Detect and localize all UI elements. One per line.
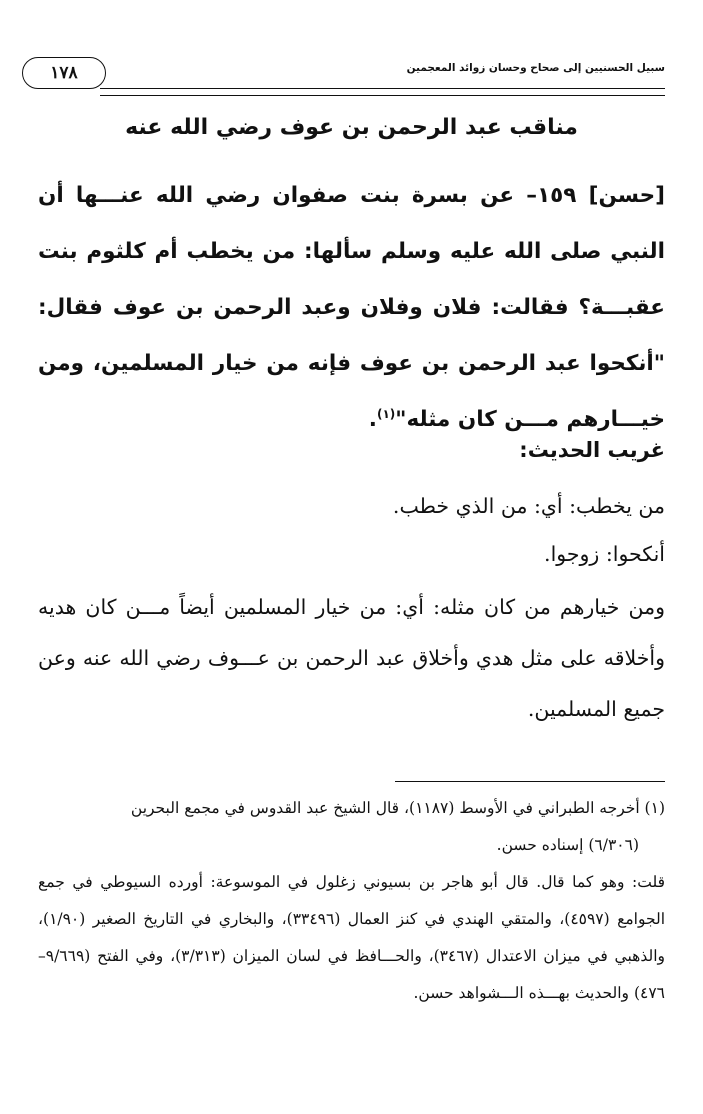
running-head: سبيل الحسنيين إلى صحاح وحسان زوائد المعجمين: [406, 62, 665, 74]
gharib-paragraph: ومن خيارهم من كان مثله: أي: من خيار المسلمين أيضاً مـــن كان هديه وأخلاقه على مثل هدي وأخلاق عبد الرحمن بن عـــوف رضي الله عنه وعن جميع المسلمين.: [38, 595, 665, 721]
page-number-text: ١٧٨: [50, 63, 78, 83]
page-number: [22, 57, 106, 89]
hadith-end-punct: .: [368, 407, 377, 432]
header-rule-top: [100, 88, 665, 89]
footnote-note: قلت: وهو كما قال. قال أبو هاجر بن بسيوني زغلول في الموسوعة: أورده السيوطي في جمع الجوامع (٤٥٩٧)، والمتقي الهندي في كنز العمال (٣٣٤٩٦)، والبخاري في التاريخ الصغير (١/٩٠)، والذهبي في ميزان الاعتدال (٣٤٦٧)، والحـــافظ في لسان الميزان (٣/٣١٣)، وفي الفتح (٩/٦٦٩–٤٧٦) والحديث بهـــذه الـــشواهد حسن.: [38, 873, 665, 1002]
footnote-1-line-1: (١) أخرجه الطبراني في الأوسط (١١٨٧)، قال الشيخ عبد القدوس في مجمع البحرين: [130, 799, 665, 817]
gharib-line-ankihu: أنكحوا: زوجوا.: [544, 542, 665, 566]
header-rule-bottom: [100, 95, 665, 96]
footnote-reference[interactable]: (١): [376, 406, 396, 421]
hadith-body: [38, 168, 665, 448]
section-heading: مناقب عبد الرحمن بن عوف رضي الله عنه: [125, 115, 578, 140]
hadith-text: [حسن] ١٥٩– عن بسرة بنت صفوان رضي الله عنـــها أن النبي صلى الله عليه وسلم سألها: من يخطب أم كلثوم بنت عقبـــة؟ فقالت: فلان وفلان وعبد الرحمن بن عوف فقال: "أنكحوا عبد الرحمن بن عوف فإنه من خيار المسلمين، ومن خيـــارهم مـــن كان مثله": [38, 183, 666, 432]
gharib-line-yakhtub: من يخطب: أي: من الذي خطب.: [392, 494, 665, 518]
footnote-divider: [395, 781, 665, 782]
gharib-title: غريب الحديث:: [519, 438, 665, 462]
footnote-1-line-2: (٦/٣٠٦) إسناده حسن.: [496, 836, 639, 854]
footnotes: [38, 790, 665, 1012]
